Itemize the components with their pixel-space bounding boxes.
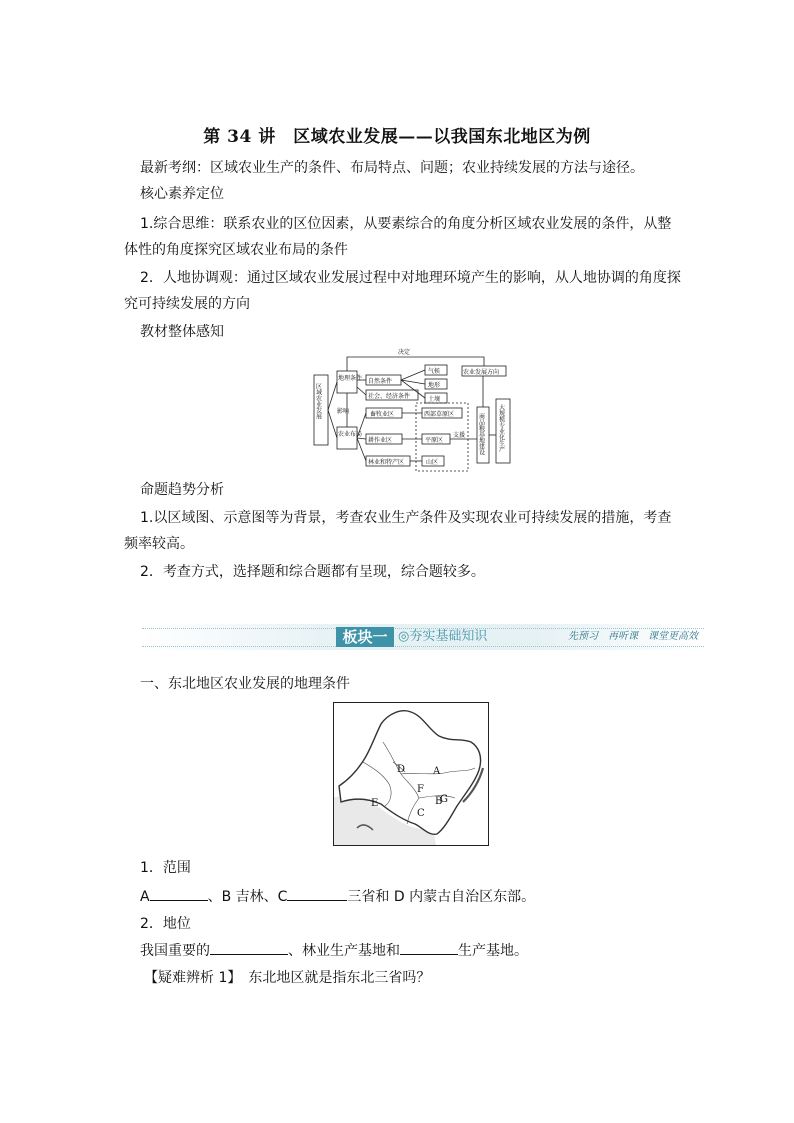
map-label-a: A: [433, 766, 441, 777]
section-banner: [142, 624, 704, 650]
diwei-mid: 、林业生产基地和: [288, 943, 400, 959]
label-pingyuan: 平原区: [425, 437, 444, 444]
trend2-text: 2．考查方式，选择题和综合题都有呈现，综合题较多。: [140, 564, 485, 580]
hexin-heading: 核心素养定位: [140, 186, 224, 202]
label-turang: 土壤: [428, 396, 441, 403]
label-gengzuo: 耕作业区: [368, 437, 393, 444]
point1-line2: 体性的角度探究区域农业布局的条件: [124, 242, 348, 258]
label-xibu: 西部草原区: [424, 411, 455, 418]
yinan-text: 【疑难辨析 1】 东北地区就是指东北三省吗？: [144, 970, 431, 986]
mingti-heading: 命题趋势分析: [140, 482, 224, 498]
label-xumu: 畜牧业区: [370, 411, 395, 418]
label-daguimo: 大规模专业化生产: [497, 404, 505, 452]
northeast-map: [333, 702, 489, 846]
map-label-g: G: [440, 794, 448, 805]
banner-tag: 板块一: [336, 627, 394, 647]
page-title: 第 34 讲 区域农业发展——以我国东北地区为例: [203, 127, 591, 147]
label-buju: 农业布局: [338, 431, 363, 438]
label-jueding: 决定: [398, 349, 411, 356]
kaogang-text: 最新考纲：区域农业生产的条件、布局特点、问题；农业持续发展的方法与途径。: [140, 160, 644, 176]
label-fangxiang: 农业发展方向: [463, 369, 500, 376]
point2-line1: 2．人地协调观：通过区域农业发展过程中对地理环境产生的影响，从人地协调的角度探: [140, 270, 681, 286]
concept-diagram: [310, 345, 520, 473]
diwei-start: 我国重要的: [140, 943, 210, 959]
banner-subtitle: ◎夯实基础知识: [398, 629, 488, 644]
fanwei-line: [140, 886, 535, 907]
label-shanqu: 山区: [426, 459, 439, 466]
point1-line1: 1.综合思维：联系农业的区位因素，从要素综合的角度分析区域农业发展的条件，从整: [140, 216, 672, 232]
point2-line2: 究可持续发展的方向: [124, 296, 250, 312]
diwei-end: 生产基地。: [458, 943, 528, 959]
map-label-f: F: [417, 784, 424, 795]
label-linye: 林业和特产区: [368, 459, 405, 466]
blank-c[interactable]: [287, 886, 347, 901]
map-label-c: C: [417, 808, 425, 819]
map-label-e: E: [371, 798, 379, 809]
fanwei-a: A: [140, 889, 150, 905]
diwei-line: [140, 940, 528, 961]
label-ziran: 自然条件: [368, 378, 393, 385]
fanwei-heading: 1．范围: [140, 860, 191, 876]
blank-a[interactable]: [150, 886, 208, 901]
blank-diwei-2[interactable]: [400, 940, 458, 955]
section1-heading: 一、东北地区农业发展的地理条件: [140, 676, 350, 692]
label-qihou: 气候: [428, 368, 441, 375]
label-quyu: 区域农业发展: [314, 383, 322, 419]
diwei-heading: 2．地位: [140, 916, 191, 932]
trend1-line1: 1.以区域图、示意图等为背景，考查农业生产条件及实现农业可持续发展的措施，考查: [140, 510, 672, 526]
map-label-b: B: [435, 796, 443, 807]
label-zhiyuan: 支援: [453, 432, 466, 439]
jiaocai-heading: 教材整体感知: [140, 324, 224, 340]
label-dixing: 地形: [428, 382, 441, 389]
map-label-d: D: [397, 764, 406, 775]
fanwei-mid: 、B 吉林、C: [207, 889, 288, 905]
label-dili: 地理条件: [338, 375, 363, 382]
trend1-line2: 频率较高。: [124, 536, 194, 552]
label-shehui: 社会、经济条件: [368, 393, 411, 400]
label-shangpin: 商品粮基地建设: [477, 413, 485, 455]
banner-slogan: 先预习 再听课 课堂更高效: [568, 631, 698, 642]
blank-diwei-1[interactable]: [210, 940, 288, 955]
fanwei-end: 三省和 D 内蒙古自治区东部。: [347, 889, 536, 905]
label-yingxiang: 影响: [337, 408, 350, 415]
